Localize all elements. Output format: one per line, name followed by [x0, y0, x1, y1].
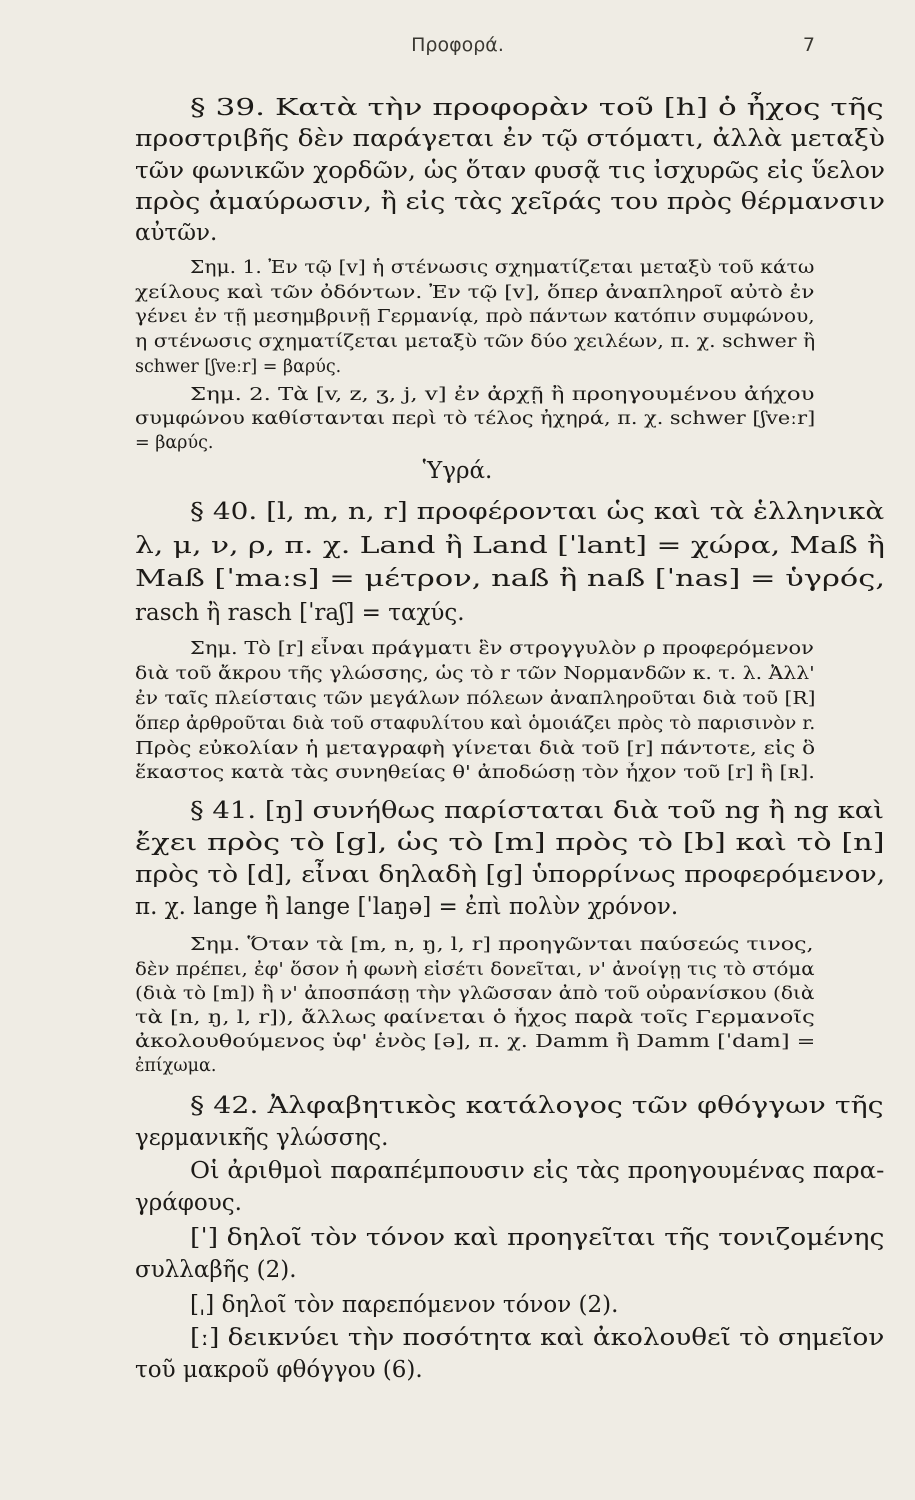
section-40-line: Maß [ˈmaːs] = μέτρον, naß ἢ naß [ˈnas] = ὑγρός,	[135, 566, 886, 592]
section-42-line: γράφους.	[135, 1190, 242, 1216]
section-39-line: § 39. Κατὰ τὴν προφορὰν τοῦ [h] ὁ ἦχος τῆς	[190, 95, 884, 121]
section-41-line: π. χ. lange ἢ lange [ˈlaŋə] = ἐπὶ πολὺν χρόνον.	[135, 894, 679, 920]
note-39-line: γένει ἐν τῇ μεσημβρινῇ Γερμανίᾳ, πρὸ πάντων κατόπιν συμφώνου,	[135, 307, 815, 327]
note-40-line: ἕκαστος κατὰ τὰς συνηθείας θ' ἀποδώσῃ τὸν ἦχον τοῦ [r] ἢ [ʀ].	[135, 763, 815, 783]
note-40-line: ὅπερ ἀρθροῦται διὰ τοῦ σταφυλίτου καὶ ὁμοιάζει πρὸς τὸ παρισινὸν r.	[135, 714, 816, 734]
page-number: 7	[802, 34, 815, 56]
note-39-line: Σημ. 2. Τὰ [v, z, ʒ, j, v] ἐν ἀρχῇ ἢ προηγουμένου ἀήχου	[190, 385, 815, 405]
section-40-line: § 40. [l, m, n, r] προφέρονται ὡς καὶ τὰ ἑλληνικὰ	[190, 499, 885, 525]
note-41-line: (διὰ τὸ [m]) ἢ ν' ἀποσπάσῃ τὴν γλῶσσαν ἀπὸ τοῦ οὐρανίσκου (διὰ	[135, 984, 815, 1004]
section-42-line: [ˌ] δηλοῖ τὸν παρεπόμενον τόνον (2).	[190, 1292, 619, 1318]
note-40-line: διὰ τοῦ ἄκρου τῆς γλώσσης, ὡς τὸ r τῶν Νορμανδῶν κ. τ. λ. Ἀλλ'	[135, 664, 815, 684]
section-39-line: τῶν φωνικῶν χορδῶν, ὡς ὅταν φυσᾷ τις ἰσχυρῶς εἰς ὕελον	[135, 158, 885, 184]
note-39-line: συμφώνου καθίστανται περὶ τὸ τέλος ἠχηρά, π. χ. schwer [ʃveːr]	[135, 409, 816, 429]
note-39-line: Σημ. 1. Ἐν τῷ [v] ἡ στένωσις σχηματίζεται μεταξὺ τοῦ κάτω	[190, 258, 815, 278]
section-42-line: τοῦ μακροῦ φθόγγου (6).	[135, 1357, 423, 1383]
section-41-line: πρὸς τὸ [d], εἶναι δηλαδὴ [g] ὑπορρίνως προφερόμενον,	[135, 862, 886, 888]
section-42-line: § 42. Ἀλφαβητικὸς κατάλογος τῶν φθόγγων τῆς	[190, 1093, 884, 1119]
section-42-line: Οἱ ἀριθμοὶ παραπέμπουσιν εἰς τὰς προηγουμένας παρα-	[190, 1158, 885, 1184]
note-39-line: = βαρύς.	[135, 433, 214, 453]
note-39-line: χείλους καὶ τῶν ὀδόντων. Ἐν τῷ [v], ὅπερ ἀναπληροῖ αὐτὸ ἐν	[135, 283, 815, 303]
note-39-line: schwer [ʃveːr] = βαρύς.	[135, 357, 342, 377]
section-41-line: § 41. [ŋ] συνήθως παρίσταται διὰ τοῦ ng ἢ ng καὶ	[190, 798, 885, 824]
note-41-line: ἀκολουθούμενος ὑφ' ἑνὸς [ə], π. χ. Damm ἢ Damm [ˈdam] =	[135, 1032, 816, 1052]
section-40-line: λ, μ, ν, ρ, π. χ. Land ἢ Land [ˈlant] = χώρα, Maß ἢ	[135, 533, 885, 559]
section-39-line: αὐτῶν.	[135, 220, 218, 246]
section-42-line: συλλαβῆς (2).	[135, 1257, 297, 1283]
note-40-line: ἐν ταῖς πλείσταις τῶν μεγάλων πόλεων ἀναπληροῦται διὰ τοῦ [R]	[135, 689, 816, 709]
note-41-line: τὰ [n, ŋ, l, r]), ἄλλως φαίνεται ὁ ἦχος παρὰ τοῖς Γερμανοῖς	[135, 1008, 815, 1028]
section-heading-hygra: Ὑγρά.	[422, 458, 493, 484]
section-42-line: [ː] δεικνύει τὴν ποσότητα καὶ ἀκολουθεῖ τὸ σημεῖον	[190, 1325, 885, 1351]
section-40-line: rasch ἢ rasch [ˈraʃ] = ταχύς.	[135, 600, 465, 626]
section-41-line: ἔχει πρὸς τὸ [g], ὡς τὸ [m] πρὸς τὸ [b] καὶ τὸ [n]	[135, 830, 885, 856]
note-39-line: η στένωσις σχηματίζεται μεταξὺ τῶν δύο χειλέων, π. χ. schwer ἢ	[135, 332, 816, 352]
note-41-line: ἐπίχωμα.	[135, 1056, 217, 1076]
note-40-line: Σημ. Τὸ [r] εἶναι πράγματι ἓν στρογγυλὸν ρ προφερόμενον	[190, 639, 814, 659]
section-42-line: [ˈ] δηλοῖ τὸν τόνον καὶ προηγεῖται τῆς τονιζομένης	[190, 1225, 885, 1251]
running-head: Προφορά.	[411, 34, 504, 56]
note-41-line: Σημ. Ὅταν τὰ [m, n, ŋ, l, r] προηγῶνται παύσεώς τινος,	[190, 935, 814, 955]
section-39-line: πρὸς ἀμαύρωσιν, ἢ εἰς τὰς χεῖράς του πρὸς θέρμανσιν	[135, 189, 886, 215]
section-42-line: γερμανικῆς γλώσσης.	[135, 1125, 389, 1151]
note-41-line: δὲν πρέπει, ἐφ' ὅσον ἡ φωνὴ εἰσέτι δονεῖται, ν' ἀνοίγῃ τις τὸ στόμα	[135, 960, 815, 980]
note-40-line: Πρὸς εὐκολίαν ἡ μεταγραφὴ γίνεται διὰ τοῦ [r] πάντοτε, εἰς ὃ	[135, 739, 816, 759]
section-39-line: προστριβῆς δὲν παράγεται ἐν τῷ στόματι, ἀλλὰ μεταξὺ	[135, 126, 885, 152]
